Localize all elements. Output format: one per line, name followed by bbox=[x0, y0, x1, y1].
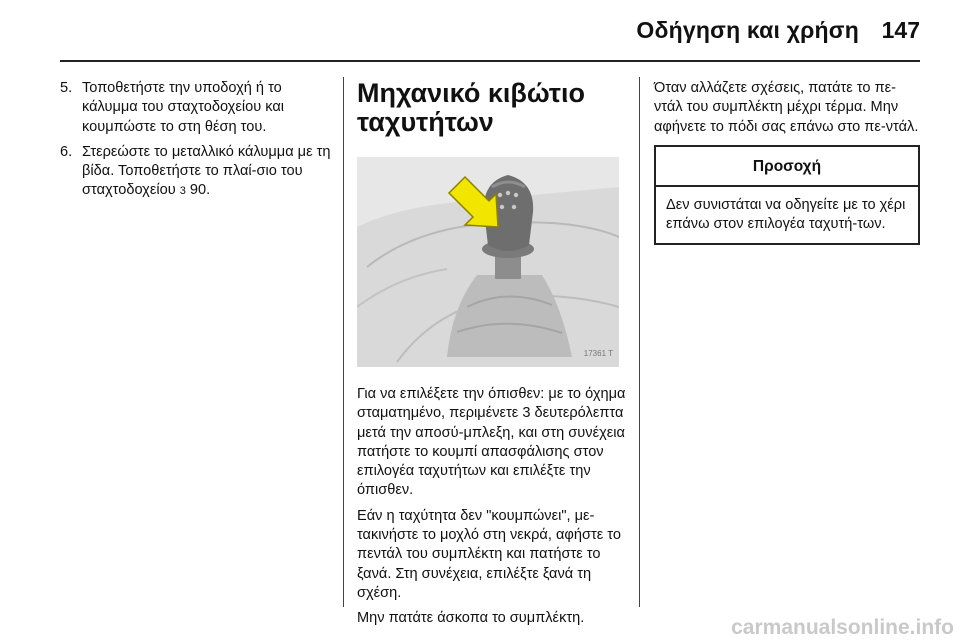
step-text: Τοποθετήστε την υποδοχή ή το κάλυμμα του σταχτοδοχείου και κουμπώστε το στη θέση του. bbox=[82, 80, 285, 135]
caution-text: Δεν συνιστάται να οδηγείτε με το χέρι επάνω στον επιλογέα ταχυτή-των. bbox=[666, 197, 906, 233]
gear-knob-image bbox=[357, 157, 619, 367]
figure-code: 17361 T bbox=[583, 348, 613, 358]
step-number: 5. bbox=[60, 80, 73, 96]
page-number: 147 bbox=[881, 17, 920, 43]
running-header-title: Οδήγηση και χρήση bbox=[636, 17, 859, 43]
right-column bbox=[654, 79, 920, 245]
caution-title: Προσοχή bbox=[656, 147, 918, 187]
step-item-6 bbox=[60, 143, 332, 202]
step-text-container bbox=[82, 143, 332, 202]
header-rule bbox=[60, 60, 920, 62]
page-reference-icon: 3 bbox=[179, 185, 186, 198]
step-text: Στερεώστε το μεταλλικό κάλυμμα με τη βίδα. Τοποθετήστε το πλαί-σιο του σταχτοδοχείου bbox=[82, 143, 331, 199]
left-column bbox=[60, 79, 332, 208]
column-divider-right bbox=[639, 77, 640, 607]
watermark: carmanualsonline.info bbox=[731, 616, 954, 639]
middle-column bbox=[357, 79, 629, 629]
body-paragraph: Για να επιλέξετε την όπισθεν: με το όχημα σταματημένο, περιμένετε 3 δευτερόλεπτα μετά την αποσύ-μπλεξη, και στη συνέχεια πατήστε το κουμπί απασφάλισης στον επιλογέα ταχυτήτων και επιλέξτε την όπισθεν. bbox=[357, 386, 626, 499]
section-title: Μηχανικό κιβώτιο ταχυτήτων bbox=[357, 78, 585, 137]
column-divider-left bbox=[343, 77, 344, 607]
step-item-5 bbox=[60, 79, 332, 137]
body-paragraph: Μην πατάτε άσκοπα το συμπλέκτη. bbox=[357, 610, 585, 627]
gear-shift-illustration bbox=[357, 157, 619, 367]
body-paragraph: Όταν αλλάζετε σχέσεις, πατάτε το πε-ντάλ του συμπλέκτη μέχρι τέρμα. Μην αφήνετε το πόδι σας επάνω στο πε-ντάλ. bbox=[654, 80, 919, 135]
caution-box bbox=[654, 145, 920, 245]
page-reference-link[interactable]: 90. bbox=[185, 182, 211, 199]
body-paragraph: Εάν η ταχύτητα δεν "κουμπώνει", με-τακινήστε το μοχλό στη νεκρά, αφήστε το πεντάλ του συμπλέκτη και πατήστε το ξανά. Στη συνέχεια, επιλέξτε ξανά τη σχέση. bbox=[357, 507, 621, 601]
step-number: 6. bbox=[60, 143, 73, 160]
